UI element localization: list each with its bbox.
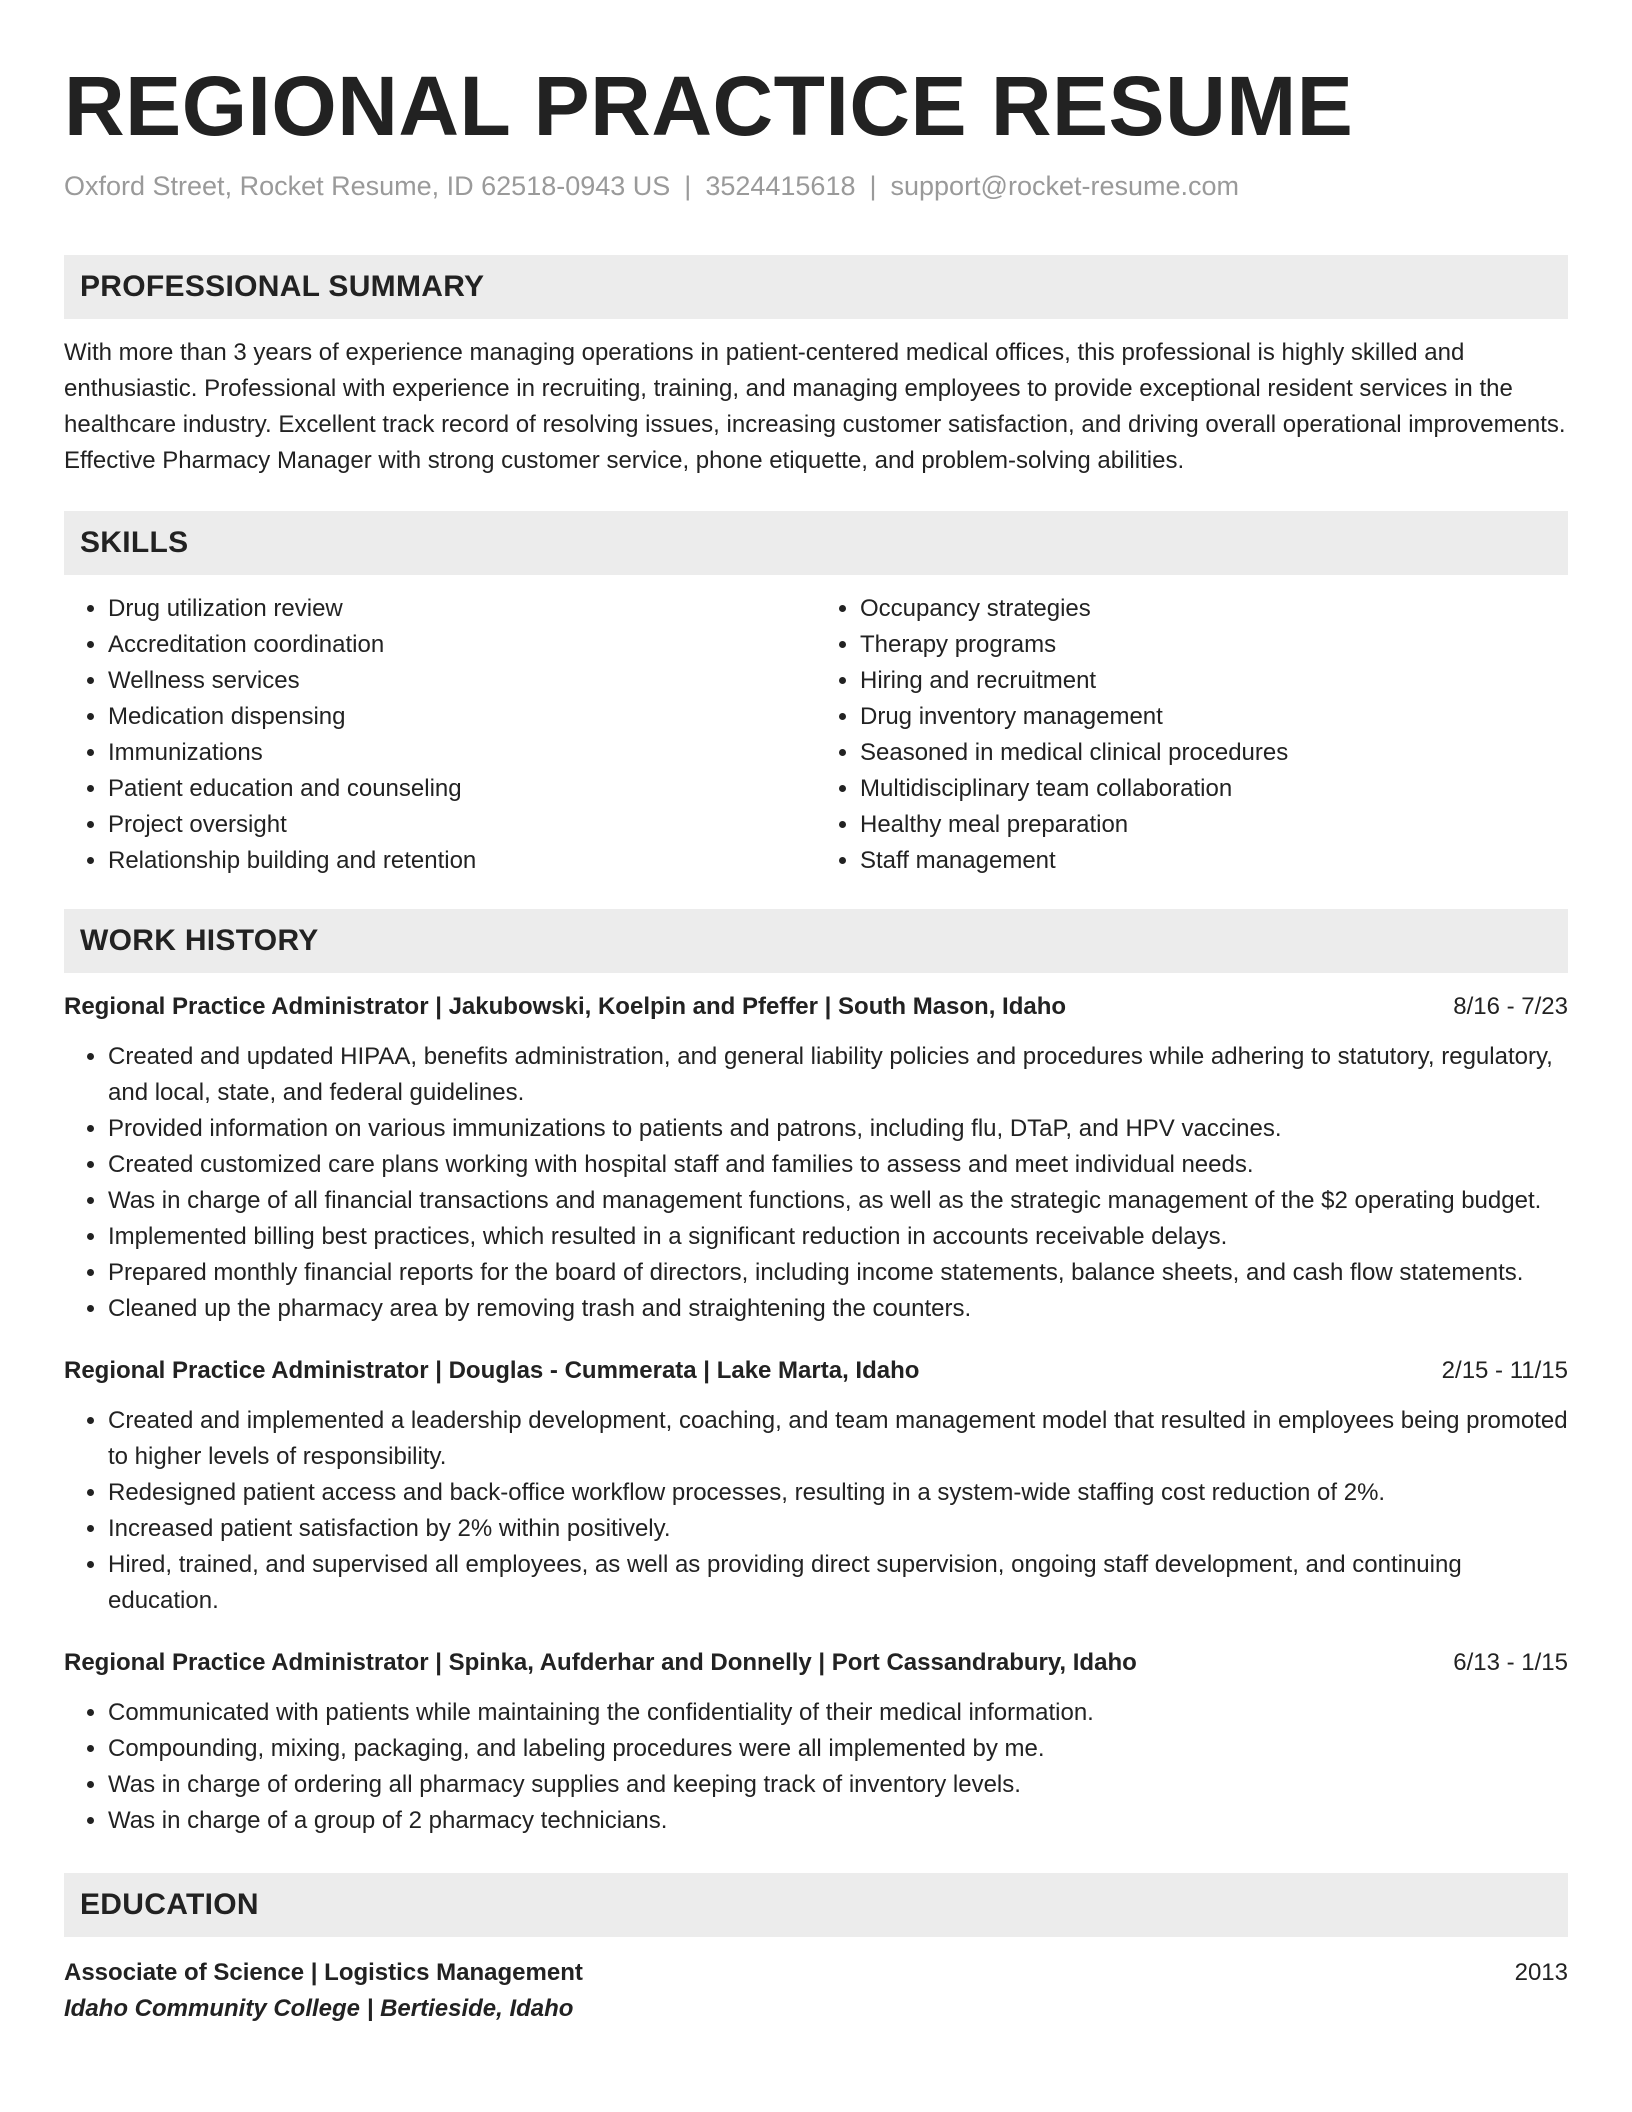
job-bullet: • Provided information on various immunizations to patients and patrons, including flu, DTaP, and HPV vaccines. [108,1111,1568,1147]
skills-column-right [816,591,1568,879]
section-header-work-history: WORK HISTORY [64,909,1568,973]
education-year: 2013 [1514,1959,1568,1986]
job-entry [64,989,1568,1327]
job-bullets [64,1403,1568,1619]
skill-item: • Seasoned in medical clinical procedures [860,735,1568,771]
job-entry [64,1645,1568,1839]
job-bullet: • Was in charge of a group of 2 pharmacy technicians. [108,1803,1568,1839]
job-bullet: • Hired, trained, and supervised all employees, as well as providing direct supervision, ongoing staff development, and continuing education. [108,1547,1568,1619]
contact-email: support@rocket-resume.com [890,171,1240,201]
contact-phone: 3524415618 [705,171,856,201]
section-header-summary: PROFESSIONAL SUMMARY [64,255,1568,319]
skill-item: • Drug utilization review [108,591,816,627]
education-degree: Associate of Science | Logistics Management [64,1959,583,1986]
summary-text: With more than 3 years of experience managing operations in patient-centered medical offices, this professional is highly skilled and enthusiastic. Professional with experience in recruiting, training, and managing employees to provide exceptional resident services in the healthcare industry. Excellent track record of resolving issues, increasing customer satisfaction, and driving overall operational improvements. Effective Pharmacy Manager with strong customer service, phone etiquette, and problem-solving abilities. [64,339,1566,474]
job-bullet: • Implemented billing best practices, which resulted in a significant reduction in accounts receivable delays. [108,1219,1568,1255]
education-entry [64,1955,1568,2027]
job-bullet: • Created and implemented a leadership development, coaching, and team management model that resulted in employees being promoted to higher levels of responsibility. [108,1403,1568,1475]
contact-address: Oxford Street, Rocket Resume, ID 62518-0943 US [64,171,671,201]
job-title: Regional Practice Administrator | Spinka, Aufderhar and Donnelly | Port Cassandrabury, Idaho [64,1649,1137,1676]
skill-item: • Patient education and counseling [108,771,816,807]
job-bullet: • Increased patient satisfaction by 2% within positively. [108,1511,1568,1547]
skill-item: • Occupancy strategies [860,591,1568,627]
education-header [64,1955,1568,1991]
job-header [64,1645,1568,1681]
job-bullet: • Created and updated HIPAA, benefits administration, and general liability policies and procedures while adhering to statutory, regulatory, and local, state, and federal guidelines. [108,1039,1568,1111]
skill-item: • Therapy programs [860,627,1568,663]
contact-separator: | [869,171,877,201]
skills-grid [64,591,1568,879]
job-bullets [64,1695,1568,1839]
education-school: Idaho Community College | Bertieside, Idaho [64,1995,574,2022]
job-bullet: • Communicated with patients while maintaining the confidentiality of their medical information. [108,1695,1568,1731]
job-bullet: • Compounding, mixing, packaging, and labeling procedures were all implemented by me. [108,1731,1568,1767]
skills-column-left [64,591,816,879]
job-bullet: • Cleaned up the pharmacy area by removing trash and straightening the counters. [108,1291,1568,1327]
job-dates: 8/16 - 7/23 [1453,993,1568,1020]
skill-item: • Relationship building and retention [108,843,816,879]
contact-line [64,168,1568,204]
skill-item: • Hiring and recruitment [860,663,1568,699]
contact-separator: | [684,171,692,201]
job-bullet: • Redesigned patient access and back-office workflow processes, resulting in a system-wide staffing cost reduction of 2%. [108,1475,1568,1511]
skill-item: • Wellness services [108,663,816,699]
skill-item: • Healthy meal preparation [860,807,1568,843]
job-dates: 2/15 - 11/15 [1441,1357,1568,1384]
job-header [64,1353,1568,1389]
job-title: Regional Practice Administrator | Jakubowski, Koelpin and Pfeffer | South Mason, Idaho [64,993,1067,1020]
skill-item: • Medication dispensing [108,699,816,735]
job-title: Regional Practice Administrator | Douglas - Cummerata | Lake Marta, Idaho [64,1357,920,1384]
skill-item: • Drug inventory management [860,699,1568,735]
skill-item: • Immunizations [108,735,816,771]
skill-item: • Accreditation coordination [108,627,816,663]
section-header-education: EDUCATION [64,1873,1568,1937]
job-dates: 6/13 - 1/15 [1453,1649,1568,1676]
job-bullets [64,1039,1568,1327]
resume-title: REGIONAL PRACTICE RESUME [64,59,1354,153]
job-bullet: • Was in charge of all financial transactions and management functions, as well as the strategic management of the $2 operating budget. [108,1183,1568,1219]
skill-item: • Project oversight [108,807,816,843]
job-header [64,989,1568,1025]
section-header-skills: SKILLS [64,511,1568,575]
job-bullet: • Created customized care plans working with hospital staff and families to assess and meet individual needs. [108,1147,1568,1183]
job-entry [64,1353,1568,1619]
skill-item: • Staff management [860,843,1568,879]
job-bullet: • Was in charge of ordering all pharmacy supplies and keeping track of inventory levels. [108,1767,1568,1803]
skill-item: • Multidisciplinary team collaboration [860,771,1568,807]
job-bullet: • Prepared monthly financial reports for the board of directors, including income statements, balance sheets, and cash flow statements. [108,1255,1568,1291]
